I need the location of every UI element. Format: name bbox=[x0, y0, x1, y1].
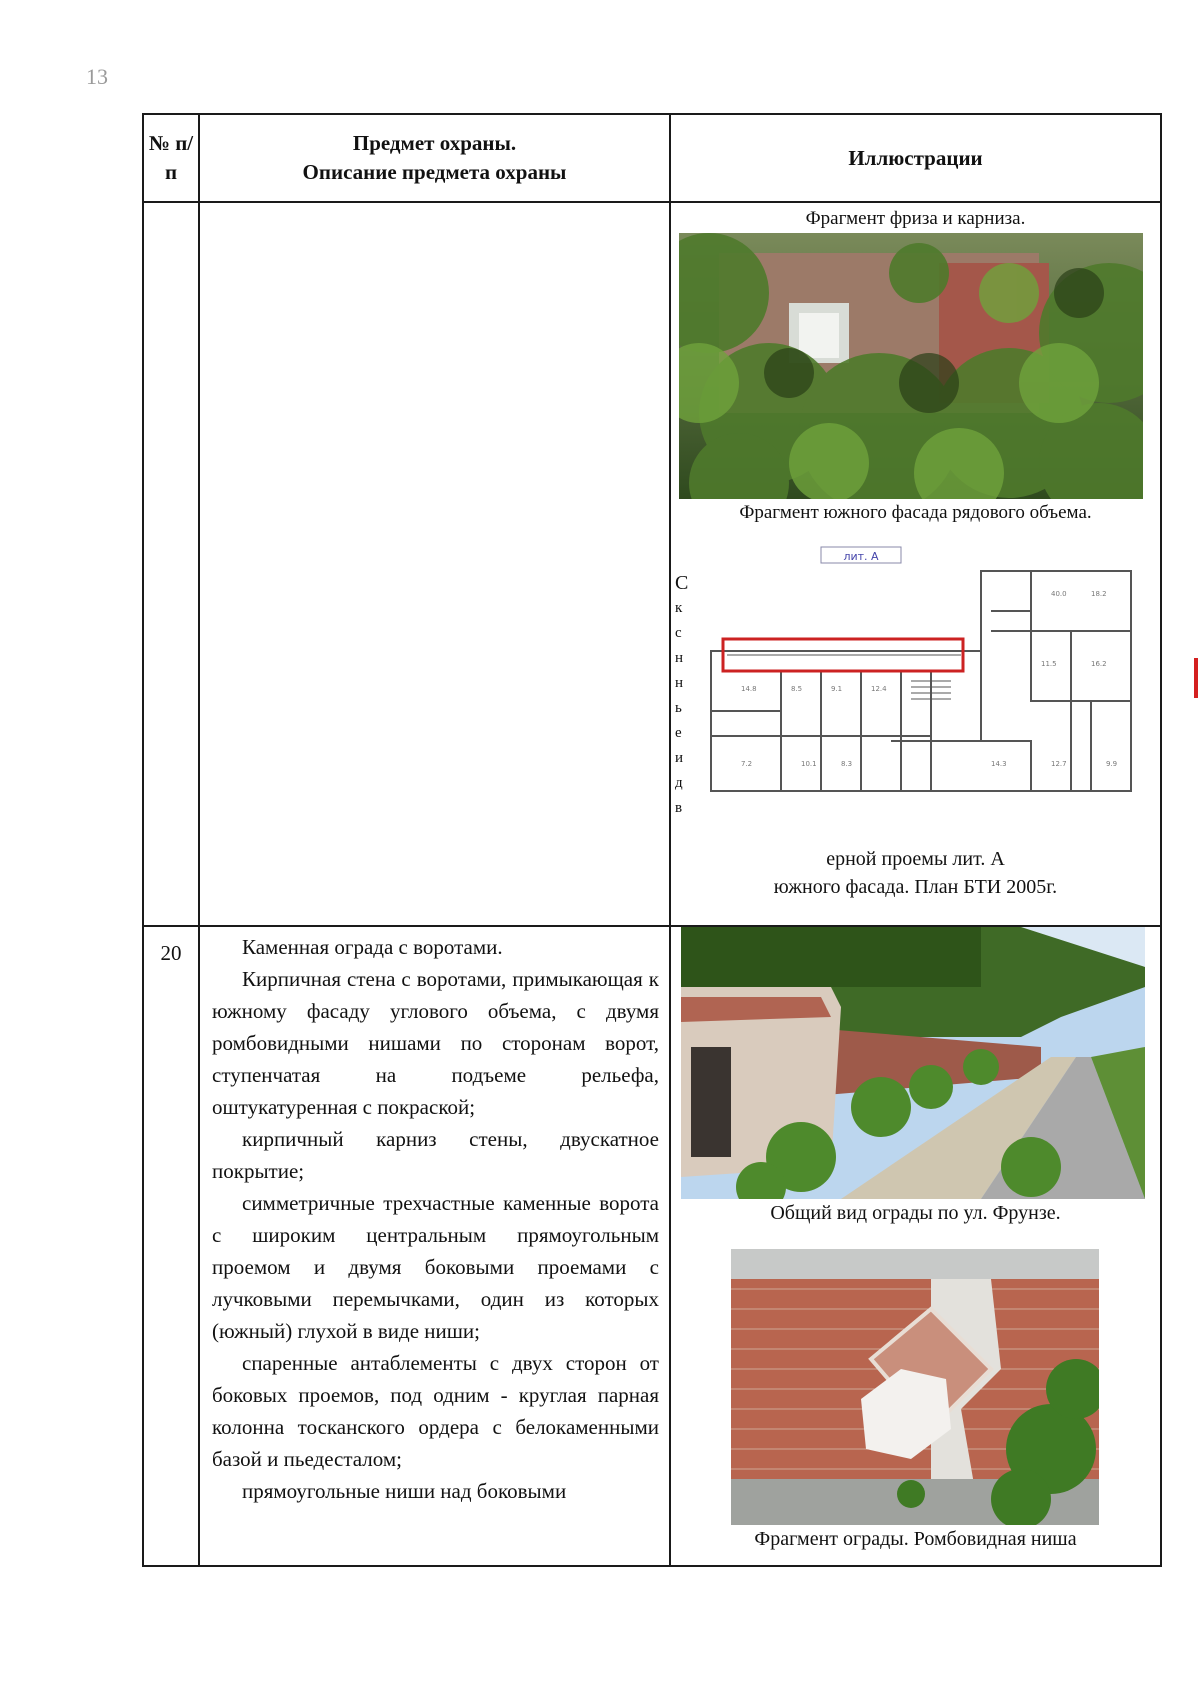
header-illustrations bbox=[670, 114, 1161, 202]
row20-illustrations bbox=[670, 926, 1161, 1566]
margin-mark bbox=[1194, 658, 1198, 698]
svg-text:9.1: 9.1 bbox=[831, 685, 843, 693]
svg-text:8.5: 8.5 bbox=[791, 685, 803, 693]
table-row bbox=[143, 202, 1161, 926]
side-letter: в bbox=[675, 800, 683, 816]
row20-num-text: 20 bbox=[160, 941, 182, 965]
photo-rhombus-niche bbox=[731, 1249, 1099, 1525]
side-letter: н bbox=[675, 675, 684, 691]
header-num-text: № п/п bbox=[148, 131, 194, 184]
svg-text:7.2: 7.2 bbox=[741, 760, 753, 768]
photo-fence-street bbox=[681, 927, 1145, 1199]
svg-text:40.0: 40.0 bbox=[1051, 590, 1067, 598]
caption-frieze: Фрагмент фриза и карниза. bbox=[805, 208, 1026, 229]
header-num bbox=[143, 114, 199, 202]
caption-plan-line1: ерной проемы лит. А bbox=[826, 848, 1005, 870]
svg-text:8.3: 8.3 bbox=[841, 760, 853, 768]
svg-text:12.7: 12.7 bbox=[1051, 760, 1067, 768]
row20-para: симметричные трехчастные каменные ворота с широким центральным прямоугольным проемом и двумя боковыми проемами с лучковыми перемычками, один из которых (южный) глухой в виде ниши; bbox=[212, 1191, 659, 1343]
svg-text:18.2: 18.2 bbox=[1091, 590, 1107, 598]
side-letter: к bbox=[675, 600, 683, 616]
caption-south-facade: Фрагмент южного фасада рядового объема. bbox=[739, 502, 1092, 523]
plan-block bbox=[671, 550, 1160, 861]
svg-text:14.8: 14.8 bbox=[741, 685, 757, 693]
photo-south-facade bbox=[679, 233, 1143, 499]
side-letter: с bbox=[675, 625, 682, 641]
row20-para: Кирпичная стена с воротами, примыкающая к южному фасаду углового объема, с двумя ромбовидными нишами по сторонам ворот, ступенчатая на подъеме рельефа, оштукатуренная с покраской; bbox=[212, 967, 659, 1119]
svg-text:9.9: 9.9 bbox=[1106, 760, 1118, 768]
plan-side-letters bbox=[675, 571, 688, 821]
svg-text:16.2: 16.2 bbox=[1091, 660, 1107, 668]
side-letter: С bbox=[675, 572, 689, 594]
header-subject-line2: Описание предмета охраны bbox=[302, 160, 567, 184]
side-letter: н bbox=[675, 650, 684, 666]
caption-fence-street: Общий вид ограды по ул. Фрунзе. bbox=[770, 1202, 1061, 1224]
side-letter: д bbox=[675, 775, 683, 791]
row20-para-title: Каменная ограда с воротами. bbox=[242, 935, 503, 959]
header-subject bbox=[199, 114, 670, 202]
plan-label: лит. А bbox=[843, 550, 879, 563]
svg-text:12.4: 12.4 bbox=[871, 685, 887, 693]
side-letter: ь bbox=[675, 700, 682, 716]
page-number: 13 bbox=[86, 64, 108, 89]
row20-num bbox=[143, 926, 199, 1566]
protection-table bbox=[142, 113, 1162, 1567]
table-header-row bbox=[143, 114, 1161, 202]
row-cont-illustrations bbox=[670, 202, 1161, 926]
caption-rhombus-niche: Фрагмент ограды. Ромбовидная ниша bbox=[754, 1528, 1077, 1550]
row20-desc bbox=[199, 926, 670, 1566]
header-subject-line1: Предмет охраны. bbox=[352, 131, 517, 155]
side-letter: и bbox=[675, 750, 684, 766]
side-letter: е bbox=[675, 725, 682, 741]
caption-plan-line2: южного фасада. План БТИ 2005г. bbox=[773, 876, 1058, 898]
table-row bbox=[143, 926, 1161, 1566]
row20-para: прямоугольные ниши над боковыми bbox=[242, 1479, 567, 1503]
row20-para: кирпичный карниз стены, двускатное покрытие; bbox=[212, 1127, 659, 1183]
svg-text:11.5: 11.5 bbox=[1041, 660, 1057, 668]
svg-text:14.3: 14.3 bbox=[991, 760, 1007, 768]
row20-para: спаренные антаблементы с двух сторон от боковых проемов, под одним - круглая парная колонна тосканского ордера с белокаменными базой и пьедесталом; bbox=[212, 1351, 659, 1471]
row-cont-num bbox=[143, 202, 199, 926]
header-illustrations-text: Иллюстрации bbox=[848, 145, 983, 170]
svg-text:10.1: 10.1 bbox=[801, 760, 817, 768]
floor-plan-bti bbox=[691, 541, 1141, 811]
row-cont-desc bbox=[199, 202, 670, 926]
